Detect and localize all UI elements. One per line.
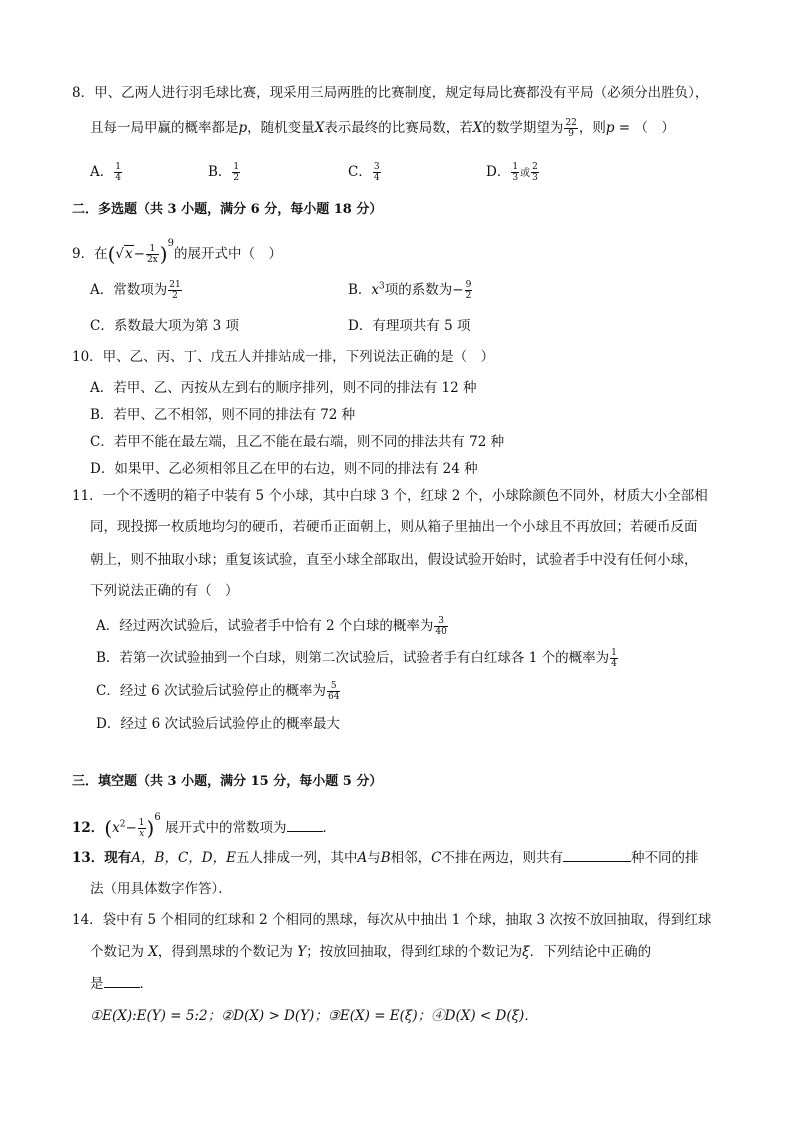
q11-stem-line2: 同，现投掷一枚质地均匀的硬币，若硬币正面朝上，则从箱子里抽出一个小球且不再放回；若硬币反面 (90, 519, 698, 535)
q8-option-b: B． $\frac{1}{2}$ (208, 162, 240, 183)
q8-stem-line1: 8．甲、乙两人进行羽毛球比赛，现采用三局两胜的比赛制度，规定每局比赛都没有平局（必须分出胜负）， (72, 85, 709, 101)
q10-option-b: B．若甲、乙不相邻，则不同的排法有 72 种 (90, 407, 356, 423)
q11-option-a: A．经过两次试验后，试验者手中恰有 2 个白球的概率为 $\frac{3}{40}$ (96, 616, 447, 637)
q11-stem-line4: 下列说法正确的有（ ） (90, 583, 239, 599)
q9-option-b: B．$x^3$项的系数为− $\frac{9}{2}$ (348, 280, 472, 301)
q14-line3: 是 ． (90, 976, 153, 992)
q10-option-c: C．若甲不能在最左端，且乙不能在最右端，则不同的排法共有 72 种 (90, 434, 505, 450)
q8-option-d: D． $\frac{1}{3}$ 或 $\frac{2}{3}$ (486, 162, 538, 183)
q10-stem: 10．甲、乙、丙、丁、戊五人并排站成一排，下列说法正确的是（ ） (72, 349, 495, 365)
q14-line1: 14．袋中有 5 个相同的红球和 2 个相同的黑球，每次从中抽出 1 个球，抽取 3 次按不放回抽取，得到红球 (72, 912, 712, 928)
q12-stem: 12．($x^2-$ $\frac{1}{x}$ )$^6$ 展开式中的常数项为 ． (72, 812, 336, 840)
q9-option-a: A．常数项为 $\frac{21}{2}$ (90, 280, 181, 301)
q14-line2: 个数记为 X，得到黑球的个数记为 Y；按放回抽取，得到红球的个数记为ξ．下列结论中正确的 (90, 944, 652, 960)
q8-option-a: A． $\frac{1}{4}$ (90, 162, 121, 183)
section-multiple-choice-heading: 二．多选题（共 3 小题，满分 6 分，每小题 18 分） (72, 202, 383, 217)
q14-conclusion-3: ③E(X) = E(ξ)； (327, 1008, 432, 1024)
q12-answer-blank[interactable] (287, 819, 323, 832)
q13-line2: 法（用具体数字作答）． (90, 881, 232, 897)
q13-answer-blank[interactable] (563, 849, 631, 862)
q8-option-c: C． $\frac{3}{4}$ (348, 162, 380, 183)
q11-stem-line1: 11．一个不透明的箱子中装有 5 个小球，其中白球 3 个，红球 2 个，小球除颜色不同外，材质大小全部相 (72, 488, 708, 504)
q11-option-d: D．经过 6 次试验后试验停止的概率最大 (96, 716, 340, 732)
q14-answer-blank[interactable] (104, 975, 140, 988)
q11-stem-line3: 朝上，则不抽取小球；重复该试验，直至小球全部取出，假设试验开始时，试验者手中没有任何小球， (90, 552, 698, 568)
q13-line1: 13．现有A，B，C，D，E五人排成一列，其中A与B相邻，C不排在两边，则共有 种不同的排 (72, 850, 699, 866)
q14-conclusion-1: ①E(X):E(Y) = 5:2； (90, 1008, 222, 1024)
q14-conclusion-2: ②D(X) > D(Y)； (221, 1008, 328, 1024)
q14-conclusion-4: ④D(X) < D(ξ)． (431, 1008, 538, 1024)
q9-option-d: D．有理项共有 5 项 (348, 318, 471, 334)
q10-option-d: D．如果甲、乙必须相邻且乙在甲的右边，则不同的排法有 24 种 (90, 461, 478, 477)
section-fill-in-heading: 三．填空题（共 3 小题，满分 15 分，每小题 5 分） (72, 774, 383, 789)
q11-option-c: C．经过 6 次试验后试验停止的概率为 $\frac{5}{64}$ (96, 681, 340, 702)
q10-option-a: A．若甲、乙、丙按从左到右的顺序排列，则不同的排法有 12 种 (90, 380, 477, 396)
q8-stem-line2: 且每一局甲赢的概率都是p，随机变量X表示最终的比赛局数，若X的数学期望为 $\frac{22}{9}$ ，则p = （ ） (90, 118, 675, 139)
q9-stem: 9．在(√x− $\frac{1}{2x}$ )$^9$的展开式中（ ） (72, 238, 282, 266)
q8-expectation-fraction: $\frac{22}{9}$ (565, 118, 577, 139)
q11-option-b: B．若第一次试验抽到一个白球，则第二次试验后，试验者手有白红球各 1 个的概率为 $\frac{1}{4}$ (96, 648, 617, 669)
q14-conclusions (90, 1006, 538, 1026)
q9-option-c: C．系数最大项为第 3 项 (90, 318, 240, 334)
